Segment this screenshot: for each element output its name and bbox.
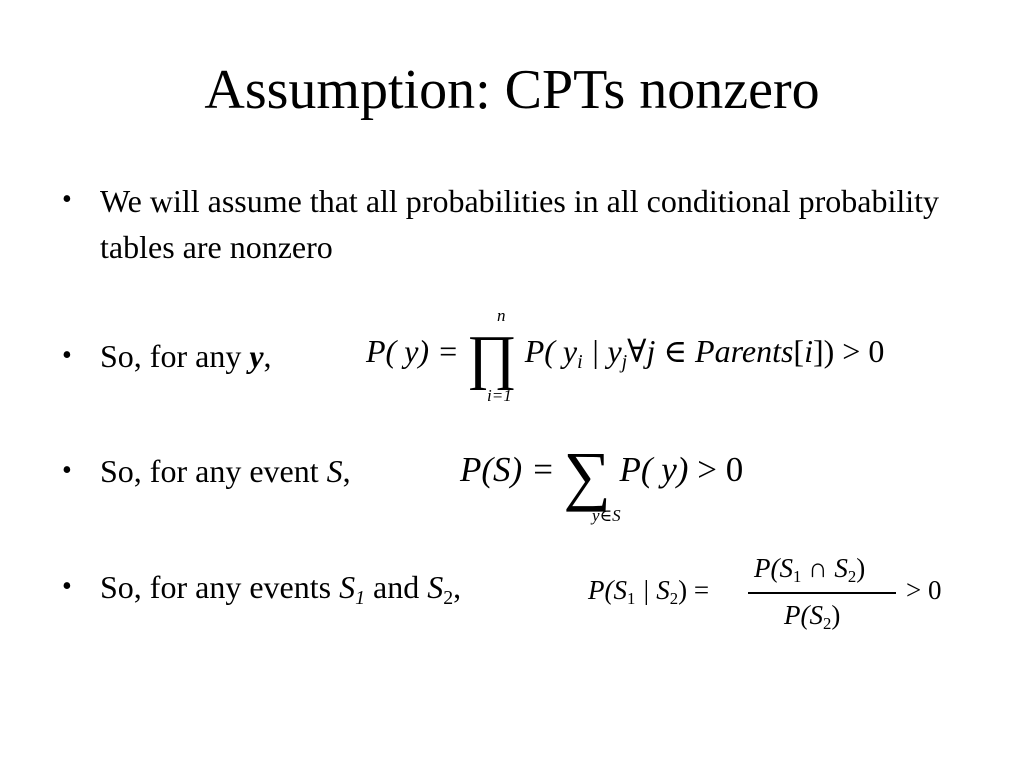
bullet-4-var1-sub: 1	[355, 586, 365, 609]
bullet-4-suffix: ,	[453, 569, 462, 605]
product-operator: ∏	[466, 324, 517, 392]
product-term-start: P( y	[524, 333, 578, 369]
sum-lower-limit: y∈S	[592, 506, 621, 525]
bullet-3-text	[100, 455, 351, 487]
conditional-lhs	[588, 575, 709, 609]
bullet-2-suffix: ,	[263, 338, 272, 374]
bullet-3-var: S	[326, 453, 343, 489]
product-sub-i: i	[577, 350, 583, 373]
bullet-2-prefix: So, for any	[100, 338, 250, 374]
bullet-3-suffix: ,	[342, 453, 351, 489]
parents-label: Parents	[695, 333, 794, 369]
num-close: )	[856, 553, 866, 583]
num-sub1: 1	[792, 567, 802, 587]
den-open: P(S	[784, 600, 823, 630]
sum-formula	[460, 439, 744, 513]
sum-operator: ∑	[563, 439, 611, 513]
bullet-1-text: We will assume that all probabilities in all conditional probability tables are nonzero	[100, 183, 940, 265]
product-j: j	[646, 333, 656, 369]
bullet-4-prefix: So, for any events	[100, 569, 340, 605]
cond-lhs-bar: | S	[635, 575, 670, 605]
slide-title: Assumption: CPTs nonzero	[204, 59, 820, 121]
product-tail: > 0	[834, 333, 885, 369]
product-upper-limit: n	[497, 306, 506, 325]
cond-lhs-open: P(S	[588, 575, 627, 605]
sum-term: P( y)	[619, 450, 689, 489]
sum-tail: > 0	[688, 450, 744, 489]
bullet-4-text	[100, 571, 461, 609]
product-formula	[366, 324, 885, 392]
cond-lhs-close: ) =	[678, 575, 710, 605]
product-lhs: P( y) =	[366, 333, 459, 369]
bracket-close: ])	[812, 333, 835, 369]
bullet-marker: •	[62, 184, 72, 215]
bullet-3-prefix: So, for any event	[100, 453, 327, 489]
bullet-4-var2-sub: 2	[443, 586, 454, 609]
product-term-mid: | y	[582, 333, 622, 369]
fraction-denominator	[784, 600, 840, 634]
cond-lhs-sub2: 2	[669, 589, 679, 609]
product-i: i	[804, 333, 813, 369]
bullet-4-var2: S	[427, 569, 444, 605]
product-sub-j: j	[621, 350, 628, 373]
bullet-2-text	[100, 340, 272, 372]
bracket-open: [	[793, 333, 805, 369]
den-close: )	[831, 600, 841, 630]
bullet-marker: •	[62, 571, 72, 602]
num-cap: ∩ S	[801, 553, 848, 583]
bullet-4-var1: S	[339, 569, 356, 605]
fraction-bar	[748, 592, 896, 594]
product-lower-limit: i=1	[487, 386, 512, 405]
num-open: P(S	[754, 553, 793, 583]
sum-lhs: P(S) =	[460, 450, 555, 489]
forall-symbol: ∀	[627, 333, 647, 369]
den-sub: 2	[822, 614, 832, 634]
bullet-4-mid: and	[364, 569, 428, 605]
conditional-tail: > 0	[906, 575, 942, 605]
bullet-2-var: y	[249, 338, 264, 374]
cond-lhs-sub1: 1	[626, 589, 636, 609]
element-of-symbol: ∈	[655, 333, 696, 369]
bullet-marker: •	[62, 455, 72, 486]
bullet-marker: •	[62, 340, 72, 371]
fraction-numerator	[754, 553, 865, 587]
num-sub2: 2	[847, 567, 857, 587]
